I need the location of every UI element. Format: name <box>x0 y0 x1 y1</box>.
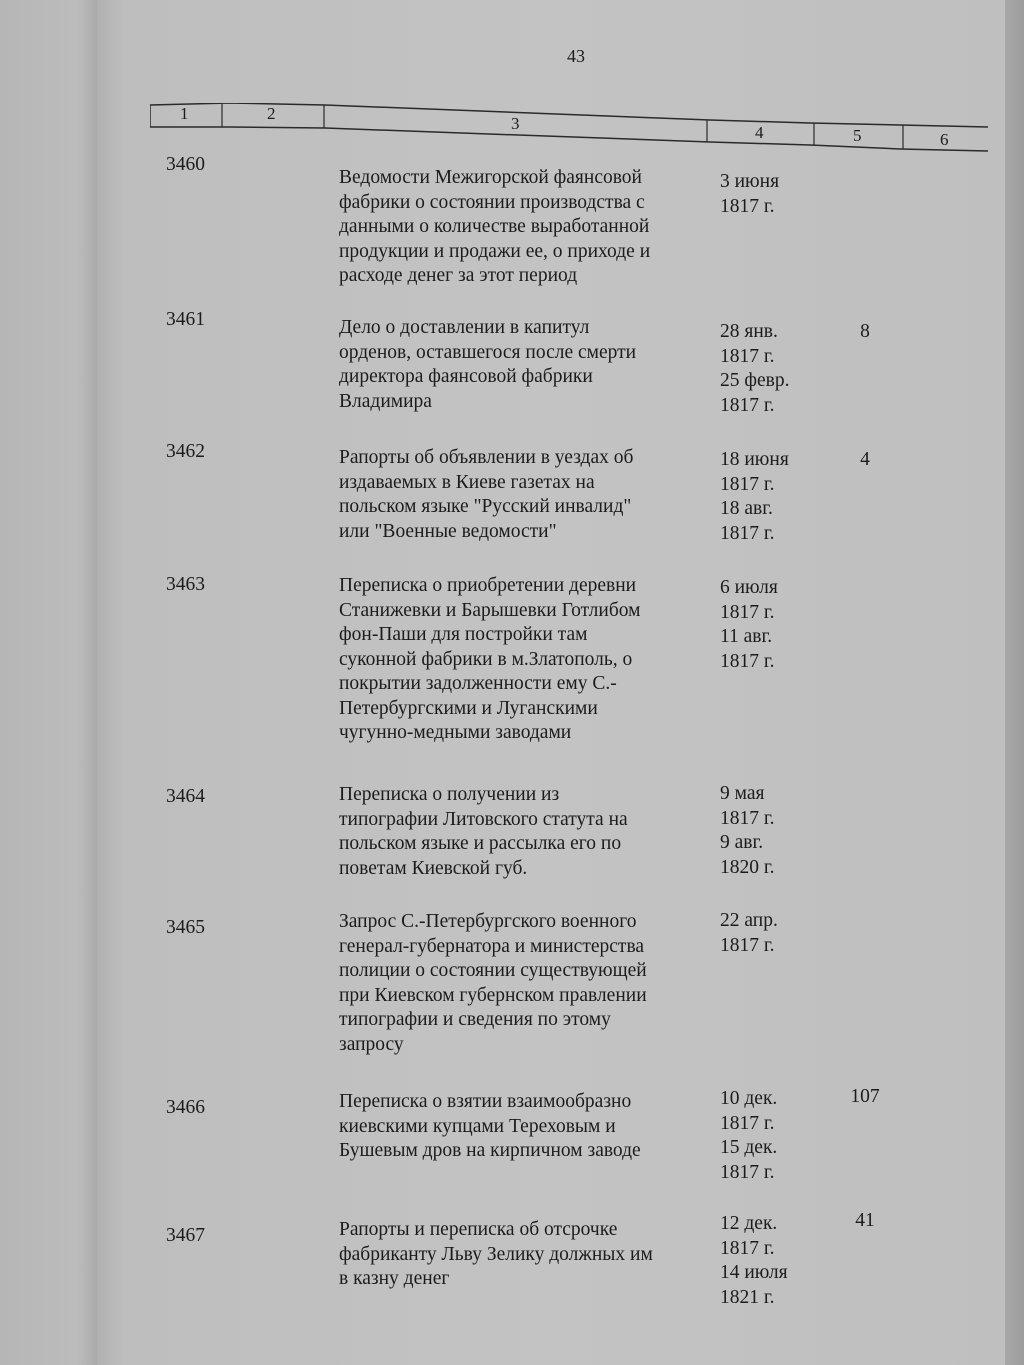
column-header-5: 5 <box>853 126 862 145</box>
entry-number: 3466 <box>166 1097 205 1118</box>
entry-title: Дело о доставлении в капитул орденов, оставшегося после смерти директора фаянсовой фабрики Владимира <box>339 317 637 412</box>
facing-page-edge <box>0 0 97 1365</box>
entry-dates: 3 июня 1817 г. <box>720 171 780 217</box>
column-header-4: 4 <box>755 123 764 142</box>
entry-number: 3464 <box>166 786 205 807</box>
page-edge-shadow <box>1005 0 1024 1365</box>
entry-number: 3460 <box>166 154 205 175</box>
column-header-3: 3 <box>511 114 520 133</box>
entry-title: Ведомости Межигорской фаянсовой фабрики о состоянии производства с данными о количестве выработанной продукции и продажи ее, о приходе и расходе денег за этот период <box>339 167 651 286</box>
entry-number: 3463 <box>166 574 205 595</box>
entry-number: 3467 <box>166 1225 205 1246</box>
entry-title: Переписка о получении из типографии Литовского статута на польском языке и рассылка его по поветам Киевской губ. <box>339 784 628 879</box>
entry-sheets: 107 <box>850 1086 880 1107</box>
entry-dates: 10 дек. 1817 г. 15 дек. 1817 г. <box>720 1088 778 1183</box>
entry-title: Переписка о взятии взаимообразно киевскими купцами Тереховым и Бушевым дров на кирпичном заводе <box>339 1091 641 1161</box>
entry-dates: 6 июля 1817 г. 11 авг. 1817 г. <box>720 577 778 672</box>
entry-dates: 28 янв. 1817 г. 25 февр. 1817 г. <box>720 321 790 416</box>
header-table-lines <box>150 103 990 153</box>
column-header-2: 2 <box>267 104 276 123</box>
entry-sheets: 41 <box>855 1210 875 1231</box>
entry-number: 3465 <box>166 917 205 938</box>
entry-dates: 18 июня 1817 г. 18 авг. 1817 г. <box>720 449 789 544</box>
column-header-1: 1 <box>180 104 189 123</box>
column-header-table <box>150 103 990 153</box>
entry-dates: 9 мая 1817 г. 9 авг. 1820 г. <box>720 783 775 878</box>
entry-title: Рапорты и переписка об отсрочке фабриканту Льву Зелику должных им в казну денег <box>339 1219 653 1289</box>
entry-number: 3462 <box>166 441 205 462</box>
entry-sheets: 4 <box>860 449 870 470</box>
entry-title: Рапорты об объявлении в уездах об издаваемых в Киеве газетах на польском языке "Русский инвалид" или "Военные ведомости" <box>339 447 634 542</box>
entry-title: Переписка о приобретении деревни Станижевки и Барышевки Готлибом фон-Паши для постройки там суконной фабрики в м.Златополь, о покрытии задолженности ему С.- Петербургскими и Луганскими чугунно-медными заводами <box>339 575 641 743</box>
entry-dates: 22 апр. 1817 г. <box>720 910 778 956</box>
page-number: 43 <box>567 46 585 66</box>
entry-dates: 12 дек. 1817 г. 14 июля 1821 г. <box>720 1213 788 1308</box>
entry-number: 3461 <box>166 309 205 330</box>
entry-sheets: 8 <box>860 321 870 342</box>
column-header-6: 6 <box>940 130 949 149</box>
entry-title: Запрос С.-Петербургского военного генерал-губернатора и министерства полиции о состоянии существующей при Киевском губернском правлении типографии и сведения по этому запросу <box>339 911 647 1055</box>
